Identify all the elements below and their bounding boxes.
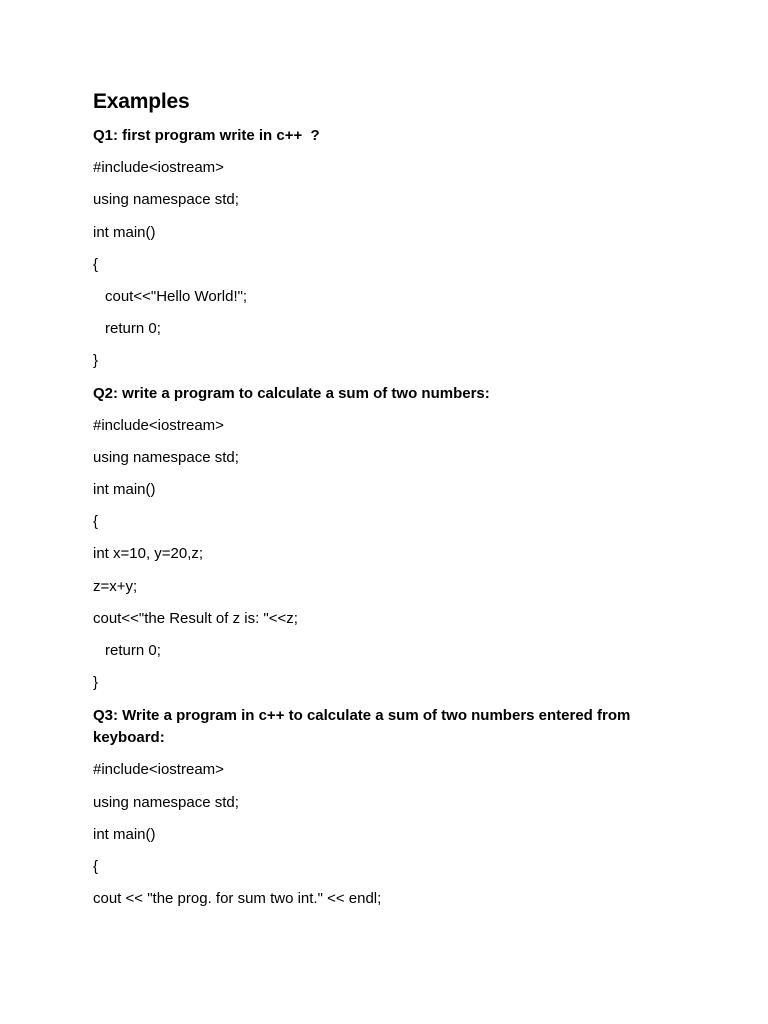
code-line: cout<<"Hello World!"; xyxy=(105,287,248,305)
code-line: int main() xyxy=(93,481,156,499)
code-line: using namespace std; xyxy=(93,448,239,466)
code-line: cout<<"the Result of z is: "<<z; xyxy=(93,609,298,627)
code-line: int main() xyxy=(93,223,156,241)
code-line: #include<iostream> xyxy=(93,761,224,779)
code-line: } xyxy=(93,352,99,370)
code-line: cout << "the prog. for sum two int." << endl; xyxy=(93,890,382,908)
code-line: #include<iostream> xyxy=(93,159,224,177)
question-2-title: Q2: write a program to calculate a sum of two numbers: xyxy=(93,384,490,402)
page-title: Examples xyxy=(93,90,190,113)
code-line: { xyxy=(93,255,99,273)
code-line: int x=10, y=20,z; xyxy=(93,545,204,563)
question-3-title: Q3: Write a program in c++ to calculate a sum of two numbers entered from keyboard: xyxy=(93,707,631,747)
code-line: z=x+y; xyxy=(93,577,138,595)
code-line: } xyxy=(93,674,99,692)
code-line: #include<iostream> xyxy=(93,416,224,434)
code-line: { xyxy=(93,513,99,531)
code-line: { xyxy=(93,857,99,875)
code-line: using namespace std; xyxy=(93,191,239,209)
code-line: return 0; xyxy=(105,320,161,338)
code-line: return 0; xyxy=(105,642,161,659)
question-1-title: Q1: first program write in c++ ? xyxy=(93,127,320,144)
document-page xyxy=(93,88,693,921)
code-line: using namespace std; xyxy=(93,793,239,811)
code-line: int main() xyxy=(93,825,156,843)
